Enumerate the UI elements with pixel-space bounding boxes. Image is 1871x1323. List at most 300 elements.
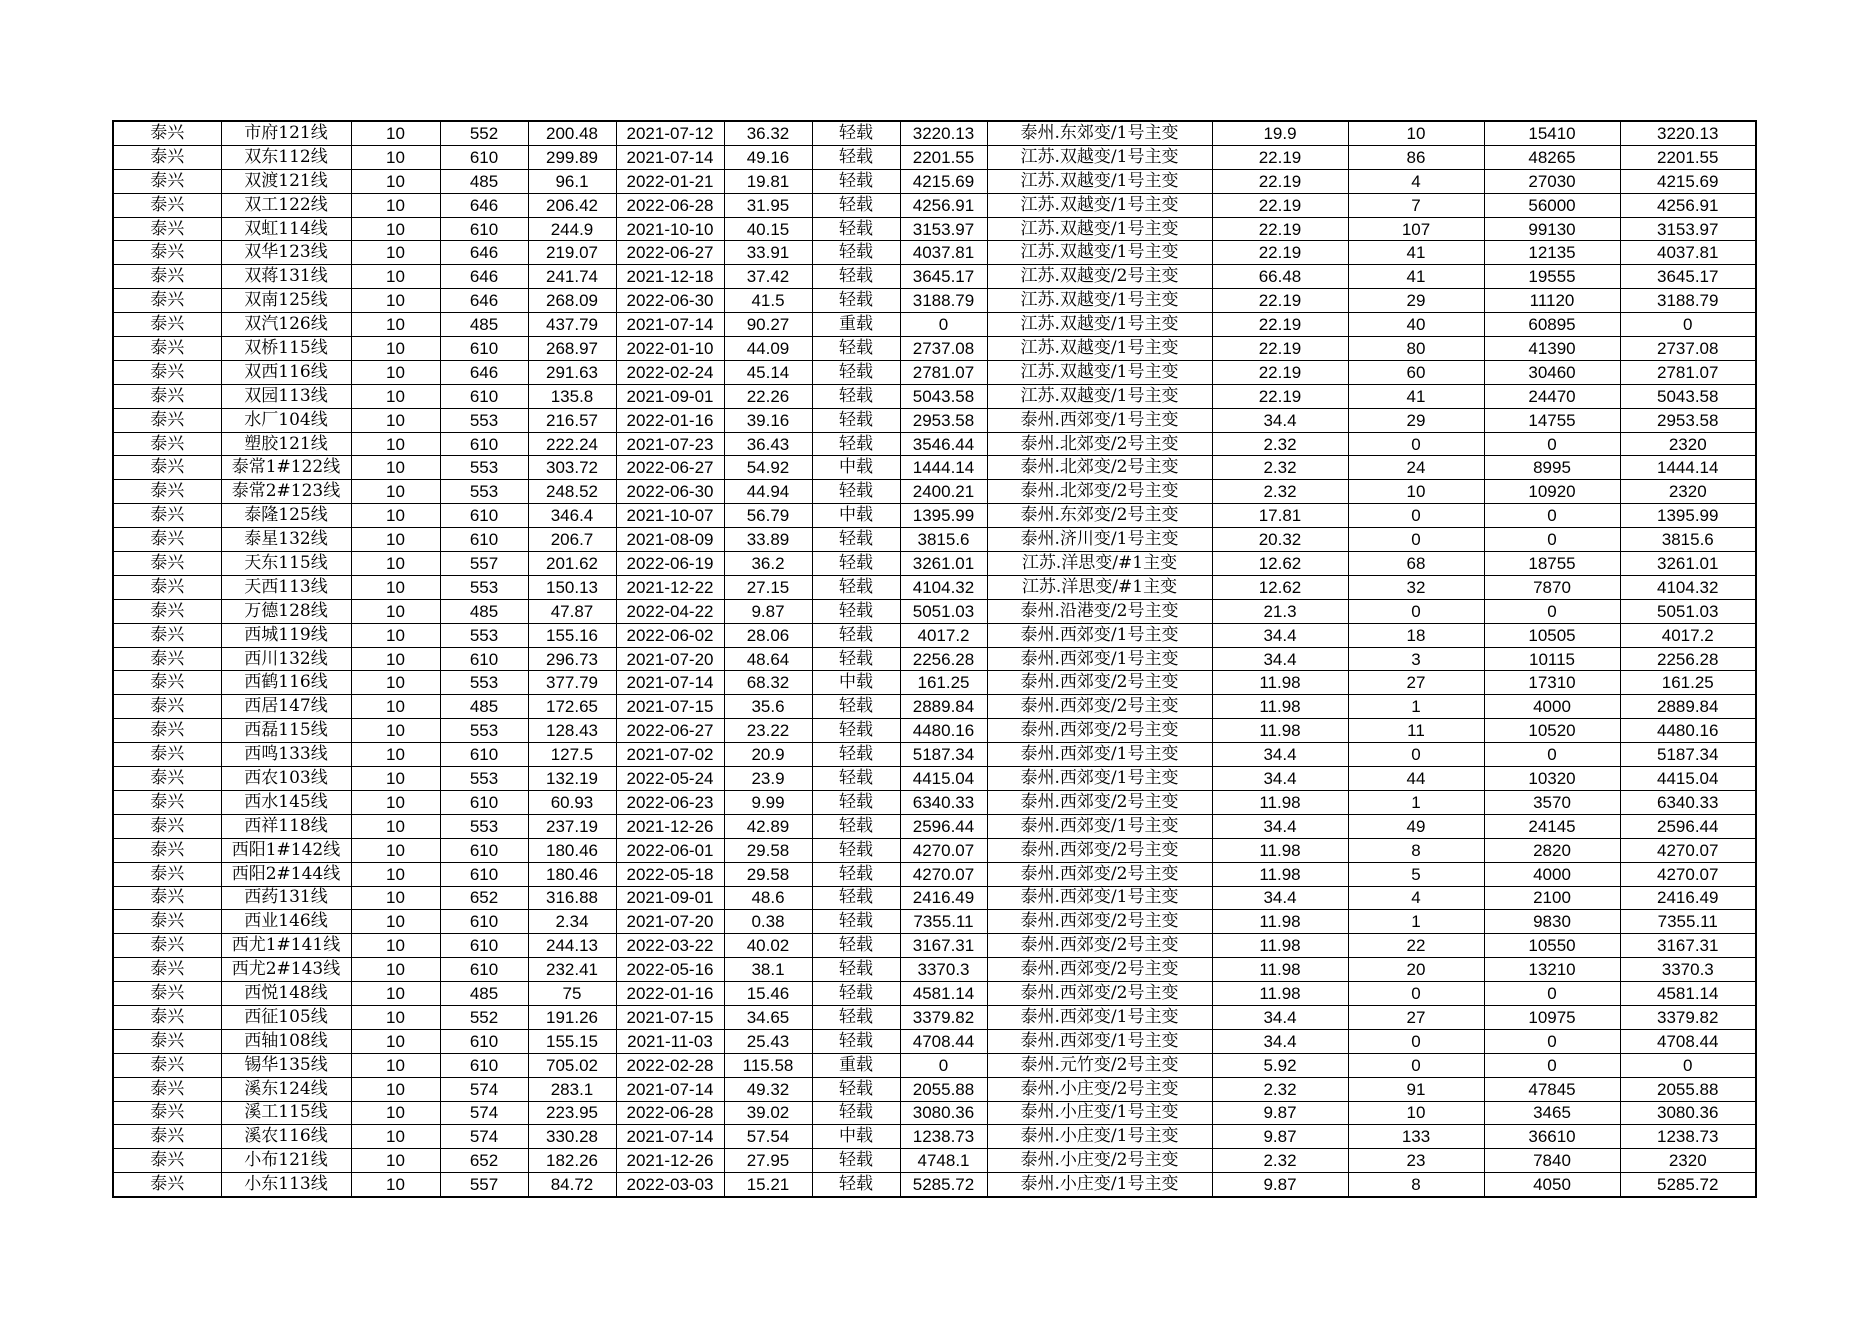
region-cell: 泰兴	[113, 982, 221, 1006]
rated-capacity-cell: 646	[440, 193, 528, 217]
transformer-cell: 泰州.西郊变/2号主变	[987, 862, 1212, 886]
line-capacity-cell: 0	[1620, 313, 1756, 337]
region-cell: 泰兴	[113, 504, 221, 528]
user-capacity-cell: 47845	[1484, 1077, 1620, 1101]
voltage-cell: 10	[351, 790, 440, 814]
max-current-cell: 437.79	[528, 313, 616, 337]
table-row	[113, 241, 1756, 265]
voltage-cell: 10	[351, 982, 440, 1006]
table-row	[113, 719, 1756, 743]
table-row	[113, 599, 1756, 623]
line-name-cell: 锡华135线	[221, 1053, 351, 1077]
voltage-cell: 10	[351, 814, 440, 838]
user-count-cell: 49	[1348, 814, 1484, 838]
user-capacity-cell: 8995	[1484, 456, 1620, 480]
user-count-cell: 44	[1348, 767, 1484, 791]
available-capacity-cell: 0	[900, 1053, 987, 1077]
load-rate-cell: 44.94	[724, 480, 812, 504]
rated-capacity-cell: 485	[440, 313, 528, 337]
line-capacity-cell: 3379.82	[1620, 1005, 1756, 1029]
table-row	[113, 169, 1756, 193]
user-count-cell: 27	[1348, 1005, 1484, 1029]
user-capacity-cell: 0	[1484, 743, 1620, 767]
transformer-cell: 泰州.小庄变/1号主变	[987, 1101, 1212, 1125]
region-cell: 泰兴	[113, 934, 221, 958]
line-capacity-cell: 3167.31	[1620, 934, 1756, 958]
date-cell: 2021-07-20	[616, 647, 724, 671]
date-cell: 2022-06-27	[616, 241, 724, 265]
transformer-value-cell: 9.87	[1212, 1125, 1348, 1149]
line-name-cell: 双渡121线	[221, 169, 351, 193]
line-name-cell: 双桥115线	[221, 337, 351, 361]
region-cell: 泰兴	[113, 384, 221, 408]
date-cell: 2022-06-30	[616, 480, 724, 504]
transformer-cell: 泰州.西郊变/2号主变	[987, 910, 1212, 934]
user-count-cell: 80	[1348, 337, 1484, 361]
user-capacity-cell: 19555	[1484, 265, 1620, 289]
user-count-cell: 10	[1348, 121, 1484, 145]
rated-capacity-cell: 574	[440, 1101, 528, 1125]
load-status-cell: 轻载	[812, 767, 900, 791]
load-status-cell: 轻载	[812, 1077, 900, 1101]
table-row	[113, 838, 1756, 862]
date-cell: 2022-06-27	[616, 456, 724, 480]
transformer-value-cell: 11.98	[1212, 719, 1348, 743]
table-row	[113, 265, 1756, 289]
line-capacity-cell: 5043.58	[1620, 384, 1756, 408]
date-cell: 2022-06-01	[616, 838, 724, 862]
user-capacity-cell: 0	[1484, 1029, 1620, 1053]
available-capacity-cell: 4104.32	[900, 575, 987, 599]
transformer-value-cell: 34.4	[1212, 647, 1348, 671]
transformer-value-cell: 34.4	[1212, 743, 1348, 767]
line-name-cell: 西药131线	[221, 886, 351, 910]
table-row	[113, 1125, 1756, 1149]
available-capacity-cell: 3220.13	[900, 121, 987, 145]
voltage-cell: 10	[351, 910, 440, 934]
table-row	[113, 1077, 1756, 1101]
transformer-cell: 泰州.西郊变/1号主变	[987, 814, 1212, 838]
rated-capacity-cell: 485	[440, 982, 528, 1006]
table-row	[113, 671, 1756, 695]
line-capacity-cell: 1238.73	[1620, 1125, 1756, 1149]
load-status-cell: 轻载	[812, 217, 900, 241]
available-capacity-cell: 3261.01	[900, 552, 987, 576]
table-row	[113, 217, 1756, 241]
date-cell: 2022-04-22	[616, 599, 724, 623]
voltage-cell: 10	[351, 432, 440, 456]
transformer-cell: 泰州.西郊变/2号主变	[987, 958, 1212, 982]
line-name-cell: 西农103线	[221, 767, 351, 791]
voltage-cell: 10	[351, 384, 440, 408]
load-rate-cell: 42.89	[724, 814, 812, 838]
user-count-cell: 4	[1348, 169, 1484, 193]
line-capacity-cell: 2320	[1620, 480, 1756, 504]
available-capacity-cell: 3188.79	[900, 289, 987, 313]
max-current-cell: 128.43	[528, 719, 616, 743]
transformer-value-cell: 11.98	[1212, 982, 1348, 1006]
line-name-cell: 西阳2#144线	[221, 862, 351, 886]
max-current-cell: 155.16	[528, 623, 616, 647]
region-cell: 泰兴	[113, 360, 221, 384]
max-current-cell: 206.7	[528, 528, 616, 552]
available-capacity-cell: 0	[900, 313, 987, 337]
date-cell: 2022-01-16	[616, 408, 724, 432]
transformer-cell: 泰州.西郊变/2号主变	[987, 695, 1212, 719]
user-count-cell: 4	[1348, 886, 1484, 910]
max-current-cell: 127.5	[528, 743, 616, 767]
transformer-cell: 泰州.西郊变/2号主变	[987, 719, 1212, 743]
load-status-cell: 轻载	[812, 982, 900, 1006]
transformer-cell: 江苏.双越变/1号主变	[987, 217, 1212, 241]
user-count-cell: 29	[1348, 289, 1484, 313]
user-count-cell: 41	[1348, 384, 1484, 408]
date-cell: 2022-06-19	[616, 552, 724, 576]
line-name-cell: 西阳1#142线	[221, 838, 351, 862]
user-capacity-cell: 99130	[1484, 217, 1620, 241]
voltage-cell: 10	[351, 1053, 440, 1077]
load-rate-cell: 31.95	[724, 193, 812, 217]
date-cell: 2022-05-18	[616, 862, 724, 886]
load-status-cell: 轻载	[812, 193, 900, 217]
rated-capacity-cell: 610	[440, 743, 528, 767]
line-capacity-cell: 2256.28	[1620, 647, 1756, 671]
voltage-cell: 10	[351, 671, 440, 695]
available-capacity-cell: 2416.49	[900, 886, 987, 910]
transformer-cell: 泰州.西郊变/2号主变	[987, 671, 1212, 695]
load-rate-cell: 29.58	[724, 862, 812, 886]
max-current-cell: 346.4	[528, 504, 616, 528]
user-capacity-cell: 12135	[1484, 241, 1620, 265]
load-rate-cell: 115.58	[724, 1053, 812, 1077]
max-current-cell: 201.62	[528, 552, 616, 576]
load-status-cell: 轻载	[812, 552, 900, 576]
rated-capacity-cell: 610	[440, 862, 528, 886]
transformer-cell: 泰州.西郊变/1号主变	[987, 647, 1212, 671]
date-cell: 2022-03-22	[616, 934, 724, 958]
line-name-cell: 水厂104线	[221, 408, 351, 432]
max-current-cell: 75	[528, 982, 616, 1006]
rated-capacity-cell: 610	[440, 910, 528, 934]
line-capacity-cell: 1444.14	[1620, 456, 1756, 480]
line-name-cell: 西居147线	[221, 695, 351, 719]
table-row	[113, 958, 1756, 982]
available-capacity-cell: 4037.81	[900, 241, 987, 265]
user-capacity-cell: 7870	[1484, 575, 1620, 599]
transformer-cell: 泰州.西郊变/1号主变	[987, 886, 1212, 910]
available-capacity-cell: 4270.07	[900, 862, 987, 886]
rated-capacity-cell: 610	[440, 838, 528, 862]
available-capacity-cell: 3370.3	[900, 958, 987, 982]
user-capacity-cell: 4050	[1484, 1173, 1620, 1197]
load-status-cell: 轻载	[812, 1101, 900, 1125]
rated-capacity-cell: 553	[440, 814, 528, 838]
region-cell: 泰兴	[113, 719, 221, 743]
available-capacity-cell: 161.25	[900, 671, 987, 695]
rated-capacity-cell: 610	[440, 1029, 528, 1053]
transformer-cell: 泰州.元竹变/2号主变	[987, 1053, 1212, 1077]
line-name-cell: 溪东124线	[221, 1077, 351, 1101]
user-capacity-cell: 48265	[1484, 145, 1620, 169]
transformer-cell: 泰州.小庄变/2号主变	[987, 1077, 1212, 1101]
user-capacity-cell: 15410	[1484, 121, 1620, 145]
load-rate-cell: 90.27	[724, 313, 812, 337]
max-current-cell: 96.1	[528, 169, 616, 193]
user-count-cell: 8	[1348, 1173, 1484, 1197]
max-current-cell: 47.87	[528, 599, 616, 623]
load-rate-cell: 36.32	[724, 121, 812, 145]
rated-capacity-cell: 485	[440, 599, 528, 623]
line-name-cell: 双蒋131线	[221, 265, 351, 289]
user-capacity-cell: 11120	[1484, 289, 1620, 313]
date-cell: 2021-12-22	[616, 575, 724, 599]
voltage-cell: 10	[351, 647, 440, 671]
user-capacity-cell: 10550	[1484, 934, 1620, 958]
max-current-cell: 155.15	[528, 1029, 616, 1053]
max-current-cell: 244.9	[528, 217, 616, 241]
transformer-cell: 泰州.西郊变/2号主变	[987, 982, 1212, 1006]
transformer-value-cell: 9.87	[1212, 1173, 1348, 1197]
line-name-cell: 西尤1#141线	[221, 934, 351, 958]
transformer-value-cell: 5.92	[1212, 1053, 1348, 1077]
transformer-value-cell: 34.4	[1212, 1005, 1348, 1029]
transformer-value-cell: 22.19	[1212, 360, 1348, 384]
region-cell: 泰兴	[113, 838, 221, 862]
user-count-cell: 10	[1348, 480, 1484, 504]
load-rate-cell: 33.91	[724, 241, 812, 265]
table-row	[113, 790, 1756, 814]
load-rate-cell: 33.89	[724, 528, 812, 552]
transformer-value-cell: 11.98	[1212, 838, 1348, 862]
user-count-cell: 0	[1348, 1053, 1484, 1077]
rated-capacity-cell: 610	[440, 647, 528, 671]
table-row	[113, 504, 1756, 528]
region-cell: 泰兴	[113, 480, 221, 504]
table-row	[113, 575, 1756, 599]
line-capacity-cell: 0	[1620, 1053, 1756, 1077]
max-current-cell: 316.88	[528, 886, 616, 910]
available-capacity-cell: 2596.44	[900, 814, 987, 838]
load-status-cell: 轻载	[812, 958, 900, 982]
transformer-cell: 泰州.北郊变/2号主变	[987, 456, 1212, 480]
available-capacity-cell: 6340.33	[900, 790, 987, 814]
table-row	[113, 886, 1756, 910]
line-name-cell: 西征105线	[221, 1005, 351, 1029]
load-status-cell: 轻载	[812, 241, 900, 265]
available-capacity-cell: 5187.34	[900, 743, 987, 767]
max-current-cell: 237.19	[528, 814, 616, 838]
max-current-cell: 135.8	[528, 384, 616, 408]
date-cell: 2022-06-28	[616, 1101, 724, 1125]
line-capacity-cell: 6340.33	[1620, 790, 1756, 814]
line-capacity-cell: 3080.36	[1620, 1101, 1756, 1125]
date-cell: 2021-12-26	[616, 1149, 724, 1173]
voltage-cell: 10	[351, 1005, 440, 1029]
load-rate-cell: 25.43	[724, 1029, 812, 1053]
table-row	[113, 1029, 1756, 1053]
load-rate-cell: 0.38	[724, 910, 812, 934]
rated-capacity-cell: 610	[440, 504, 528, 528]
line-name-cell: 双工122线	[221, 193, 351, 217]
user-count-cell: 20	[1348, 958, 1484, 982]
date-cell: 2021-07-20	[616, 910, 724, 934]
voltage-cell: 10	[351, 169, 440, 193]
table-row	[113, 862, 1756, 886]
table-row	[113, 432, 1756, 456]
date-cell: 2022-01-16	[616, 982, 724, 1006]
user-capacity-cell: 0	[1484, 432, 1620, 456]
transformer-value-cell: 11.98	[1212, 790, 1348, 814]
voltage-cell: 10	[351, 121, 440, 145]
transformer-cell: 江苏.双越变/1号主变	[987, 193, 1212, 217]
available-capacity-cell: 2781.07	[900, 360, 987, 384]
load-rate-cell: 35.6	[724, 695, 812, 719]
load-rate-cell: 44.09	[724, 337, 812, 361]
max-current-cell: 219.07	[528, 241, 616, 265]
max-current-cell: 222.24	[528, 432, 616, 456]
load-status-cell: 轻载	[812, 910, 900, 934]
transformer-value-cell: 2.32	[1212, 1149, 1348, 1173]
available-capacity-cell: 5285.72	[900, 1173, 987, 1197]
user-capacity-cell: 13210	[1484, 958, 1620, 982]
date-cell: 2021-07-14	[616, 671, 724, 695]
line-name-cell: 西祥118线	[221, 814, 351, 838]
region-cell: 泰兴	[113, 910, 221, 934]
max-current-cell: 268.97	[528, 337, 616, 361]
date-cell: 2021-10-07	[616, 504, 724, 528]
transformer-value-cell: 34.4	[1212, 886, 1348, 910]
voltage-cell: 10	[351, 528, 440, 552]
transformer-cell: 泰州.西郊变/1号主变	[987, 743, 1212, 767]
rated-capacity-cell: 610	[440, 528, 528, 552]
load-rate-cell: 23.22	[724, 719, 812, 743]
line-capacity-cell: 5285.72	[1620, 1173, 1756, 1197]
user-capacity-cell: 0	[1484, 1053, 1620, 1077]
line-capacity-cell: 4270.07	[1620, 862, 1756, 886]
available-capacity-cell: 2055.88	[900, 1077, 987, 1101]
line-name-cell: 双华123线	[221, 241, 351, 265]
region-cell: 泰兴	[113, 145, 221, 169]
line-capacity-cell: 3815.6	[1620, 528, 1756, 552]
user-capacity-cell: 10520	[1484, 719, 1620, 743]
region-cell: 泰兴	[113, 1149, 221, 1173]
voltage-cell: 10	[351, 575, 440, 599]
table-row	[113, 1005, 1756, 1029]
voltage-cell: 10	[351, 1173, 440, 1197]
user-capacity-cell: 4000	[1484, 695, 1620, 719]
transformer-cell: 泰州.西郊变/2号主变	[987, 790, 1212, 814]
line-name-cell: 塑胶121线	[221, 432, 351, 456]
region-cell: 泰兴	[113, 623, 221, 647]
transformer-value-cell: 34.4	[1212, 408, 1348, 432]
transformer-value-cell: 20.32	[1212, 528, 1348, 552]
load-rate-cell: 40.15	[724, 217, 812, 241]
available-capacity-cell: 4581.14	[900, 982, 987, 1006]
date-cell: 2021-07-15	[616, 695, 724, 719]
line-name-cell: 天东115线	[221, 552, 351, 576]
transformer-cell: 江苏.洋思变/#1主变	[987, 575, 1212, 599]
load-status-cell: 轻载	[812, 169, 900, 193]
date-cell: 2022-02-24	[616, 360, 724, 384]
user-capacity-cell: 7840	[1484, 1149, 1620, 1173]
voltage-cell: 10	[351, 1029, 440, 1053]
line-capacity-cell: 3370.3	[1620, 958, 1756, 982]
line-capacity-cell: 2416.49	[1620, 886, 1756, 910]
load-status-cell: 轻载	[812, 408, 900, 432]
line-name-cell: 西川132线	[221, 647, 351, 671]
transformer-value-cell: 22.19	[1212, 241, 1348, 265]
load-status-cell: 轻载	[812, 1005, 900, 1029]
rated-capacity-cell: 557	[440, 552, 528, 576]
region-cell: 泰兴	[113, 313, 221, 337]
user-count-cell: 1	[1348, 910, 1484, 934]
user-count-cell: 1	[1348, 695, 1484, 719]
rated-capacity-cell: 610	[440, 432, 528, 456]
region-cell: 泰兴	[113, 1077, 221, 1101]
available-capacity-cell: 4480.16	[900, 719, 987, 743]
load-rate-cell: 37.42	[724, 265, 812, 289]
rated-capacity-cell: 610	[440, 790, 528, 814]
load-rate-cell: 38.1	[724, 958, 812, 982]
load-rate-cell: 41.5	[724, 289, 812, 313]
rated-capacity-cell: 553	[440, 623, 528, 647]
transformer-value-cell: 22.19	[1212, 313, 1348, 337]
line-name-cell: 万德128线	[221, 599, 351, 623]
date-cell: 2021-07-14	[616, 1125, 724, 1149]
transformer-value-cell: 22.19	[1212, 217, 1348, 241]
user-count-cell: 8	[1348, 838, 1484, 862]
date-cell: 2021-07-14	[616, 145, 724, 169]
voltage-cell: 10	[351, 456, 440, 480]
region-cell: 泰兴	[113, 528, 221, 552]
transformer-value-cell: 9.87	[1212, 1101, 1348, 1125]
line-capacity-cell: 4256.91	[1620, 193, 1756, 217]
rated-capacity-cell: 652	[440, 1149, 528, 1173]
rated-capacity-cell: 485	[440, 169, 528, 193]
region-cell: 泰兴	[113, 552, 221, 576]
table-row	[113, 121, 1756, 145]
transformer-value-cell: 34.4	[1212, 814, 1348, 838]
transformer-cell: 泰州.西郊变/2号主变	[987, 838, 1212, 862]
line-load-table	[112, 120, 1757, 1198]
table-row	[113, 647, 1756, 671]
max-current-cell: 299.89	[528, 145, 616, 169]
load-status-cell: 轻载	[812, 838, 900, 862]
line-capacity-cell: 3153.97	[1620, 217, 1756, 241]
rated-capacity-cell: 485	[440, 695, 528, 719]
transformer-cell: 泰州.西郊变/1号主变	[987, 408, 1212, 432]
transformer-cell: 江苏.双越变/1号主变	[987, 145, 1212, 169]
rated-capacity-cell: 610	[440, 337, 528, 361]
user-capacity-cell: 10920	[1484, 480, 1620, 504]
date-cell: 2021-07-23	[616, 432, 724, 456]
line-name-cell: 双东112线	[221, 145, 351, 169]
transformer-value-cell: 12.62	[1212, 552, 1348, 576]
transformer-value-cell: 22.19	[1212, 289, 1348, 313]
load-status-cell: 重载	[812, 1053, 900, 1077]
load-status-cell: 轻载	[812, 337, 900, 361]
date-cell: 2022-06-23	[616, 790, 724, 814]
date-cell: 2022-02-28	[616, 1053, 724, 1077]
line-name-cell: 双虹114线	[221, 217, 351, 241]
voltage-cell: 10	[351, 743, 440, 767]
transformer-cell: 泰州.西郊变/1号主变	[987, 767, 1212, 791]
user-capacity-cell: 24145	[1484, 814, 1620, 838]
transformer-cell: 泰州.北郊变/2号主变	[987, 432, 1212, 456]
transformer-value-cell: 22.19	[1212, 193, 1348, 217]
line-capacity-cell: 3220.13	[1620, 121, 1756, 145]
date-cell: 2021-07-14	[616, 1077, 724, 1101]
